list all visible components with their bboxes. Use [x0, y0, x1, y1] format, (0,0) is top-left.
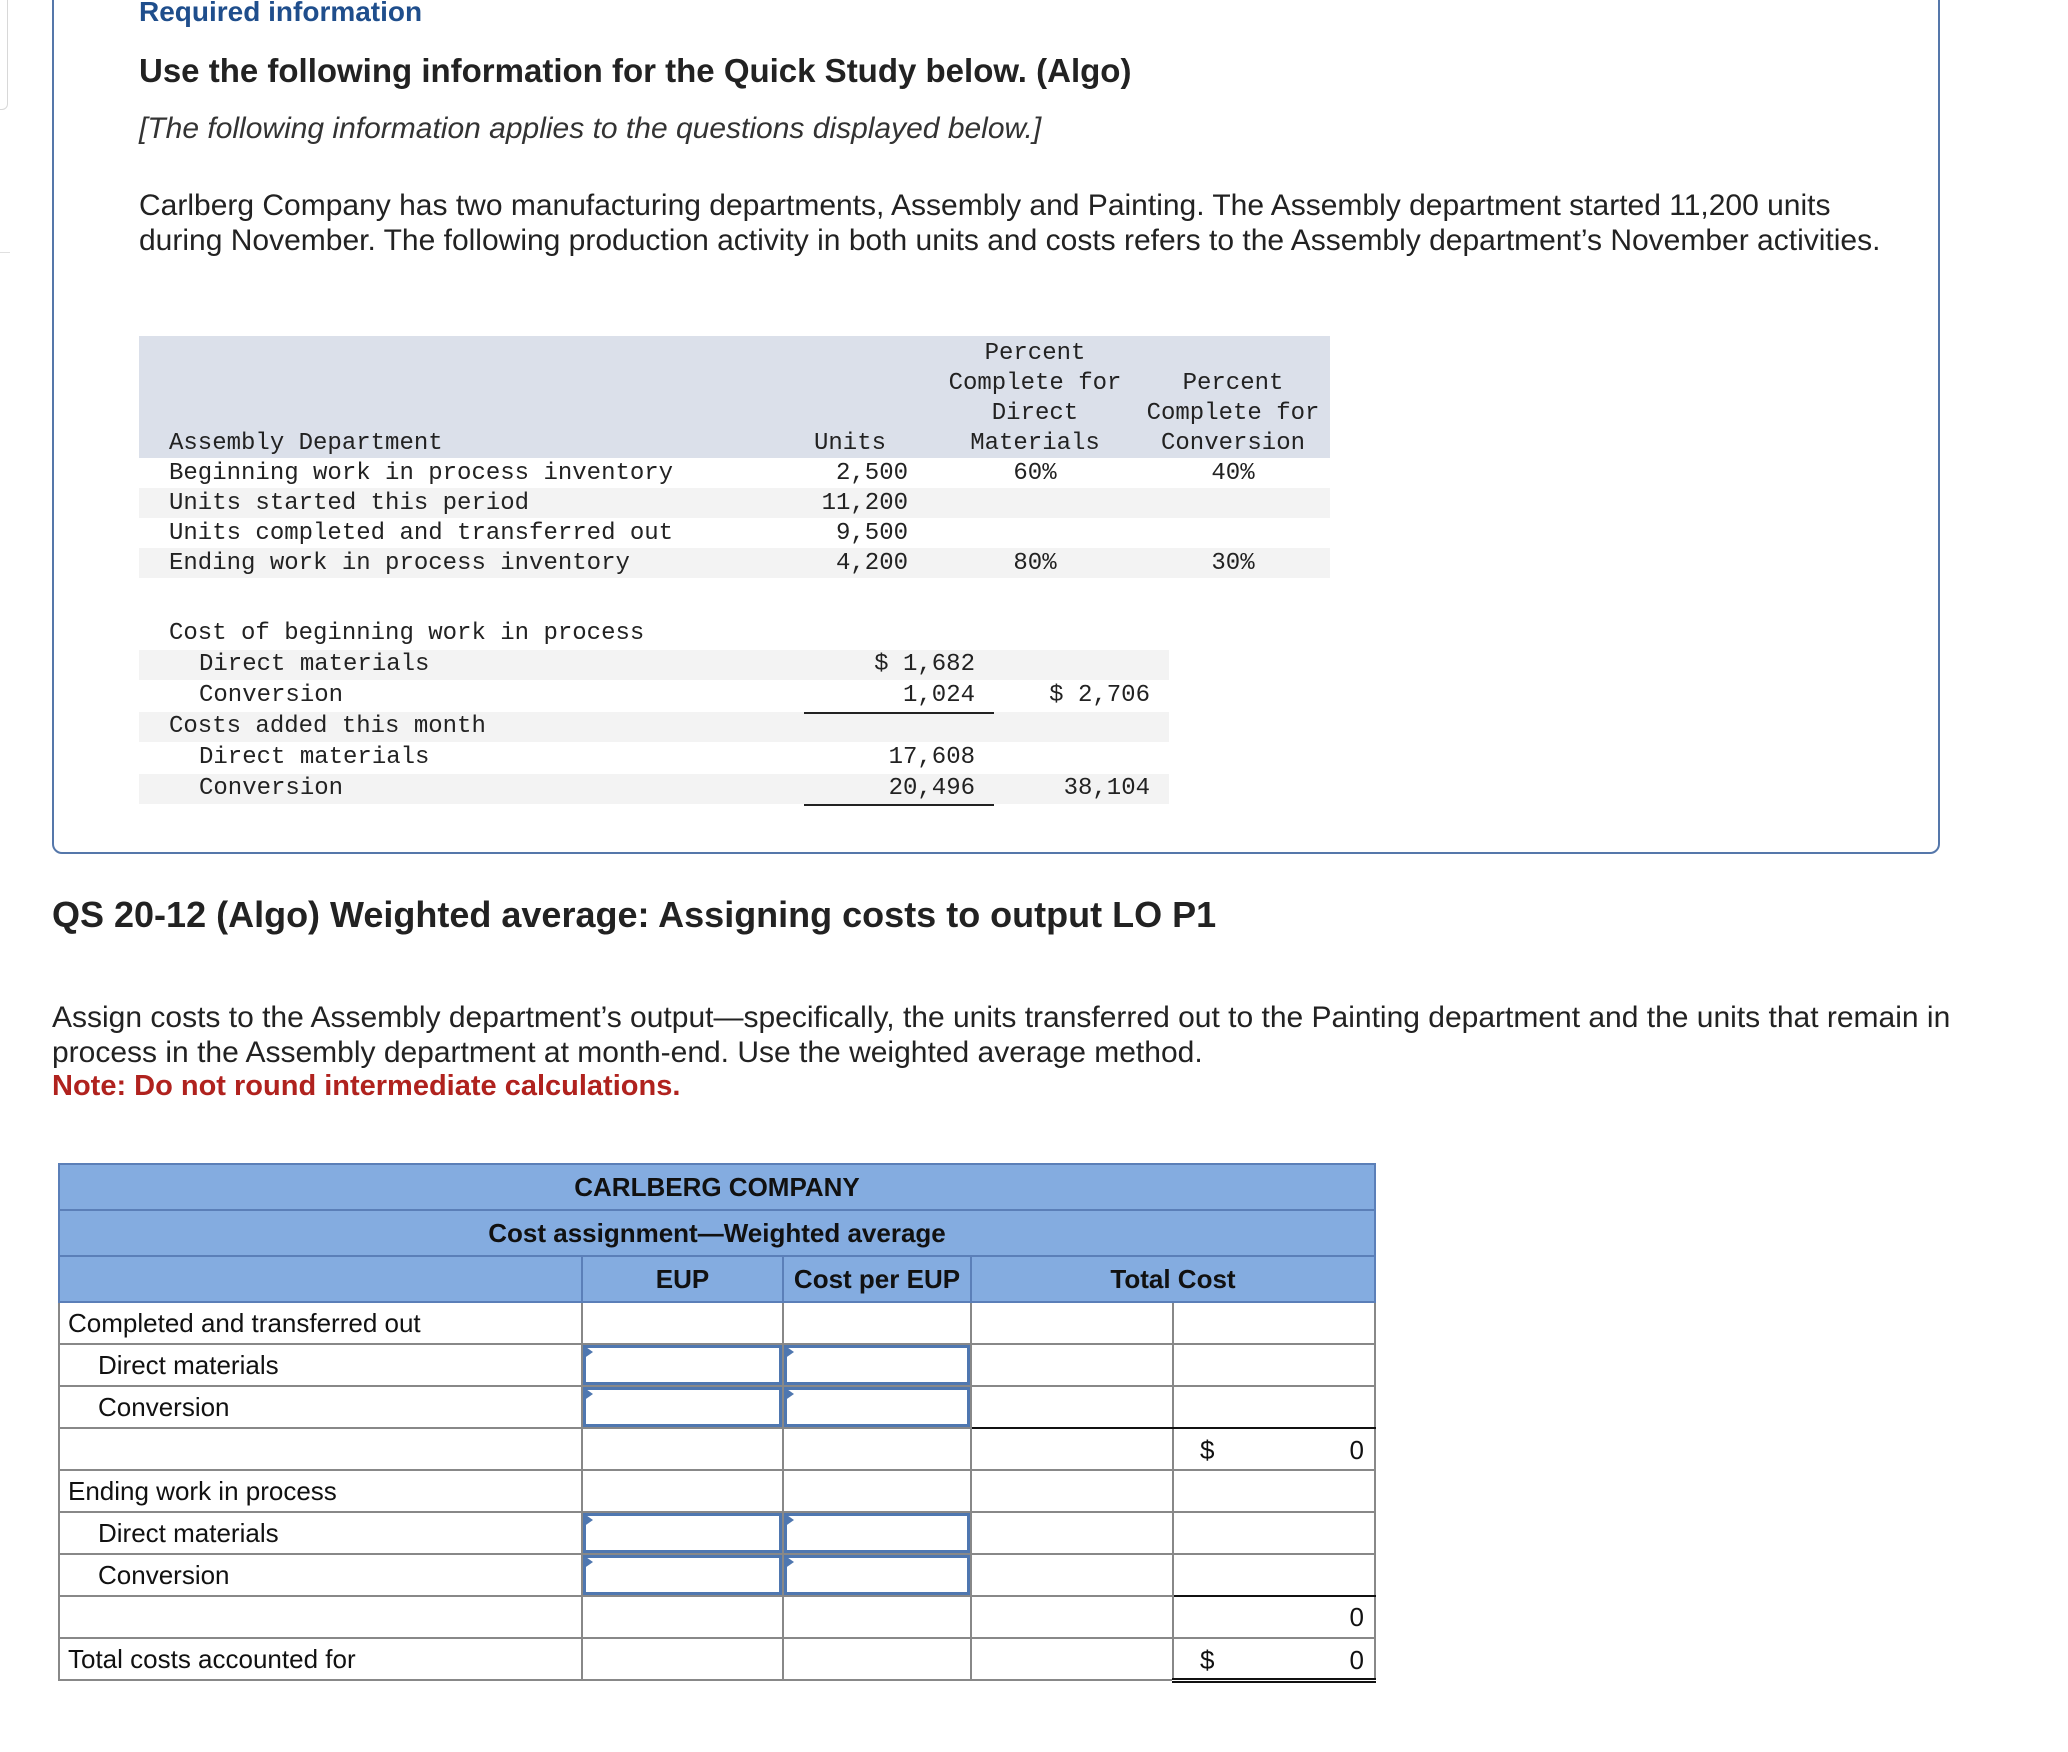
ending-dm-label: Direct materials: [59, 1512, 582, 1554]
costs-added-label: Costs added this month: [169, 713, 486, 740]
completed-dm-label: Direct materials: [59, 1344, 582, 1386]
ending-conv-eup-input[interactable]: [583, 1555, 782, 1595]
completed-conv-cost-per-eup-input[interactable]: [784, 1387, 970, 1427]
units-row-label: Ending work in process inventory: [169, 550, 630, 577]
completed-total-cell: [1173, 1428, 1375, 1470]
units-row-label: Beginning work in process inventory: [169, 460, 674, 487]
input-marker-icon: [784, 1345, 794, 1359]
units-row-label: Units started this period: [169, 490, 530, 517]
completed-total-currency: $: [1200, 1435, 1215, 1465]
dept-label: Assembly Department: [169, 430, 443, 457]
cost-assignment-table: [58, 1163, 1376, 1683]
pct-dm-head-4: Materials: [970, 430, 1100, 457]
units-row-conv-pct: 40%: [1211, 460, 1255, 487]
pct-dm-head-3: Direct: [991, 400, 1079, 427]
total-cost-header: Total Cost: [971, 1256, 1375, 1302]
units-row-dm-pct: 60%: [1013, 460, 1057, 487]
ending-total-value: 0: [1173, 1596, 1375, 1638]
ending-dm-cost-per-eup-input[interactable]: [784, 1513, 970, 1553]
table-row: [59, 1302, 1375, 1344]
input-marker-icon: [784, 1513, 794, 1527]
grand-total-value: 0: [1349, 1645, 1364, 1675]
question-title: QS 20-12 (Algo) Weighted average: Assigning costs to output LO P1: [52, 894, 1217, 935]
side-divider: [0, 252, 10, 253]
add-subtotal-underline: [804, 804, 994, 806]
ending-dm-eup-cell: [582, 1512, 783, 1554]
units-row-dm-pct: 80%: [1013, 550, 1057, 577]
ending-conv-cost-per-eup-input[interactable]: [784, 1555, 970, 1595]
input-marker-icon: [583, 1387, 593, 1401]
ending-conv-eup-cell: [582, 1554, 783, 1596]
grand-total-cell: [1173, 1638, 1375, 1680]
units-row-value: 4,200: [835, 550, 908, 577]
pct-conv-head-3: Conversion: [1160, 430, 1306, 457]
units-col-label: Units: [814, 430, 887, 457]
company-name: CARLBERG COMPANY: [59, 1164, 1375, 1210]
input-marker-icon: [784, 1555, 794, 1569]
info-paragraph: Carlberg Company has two manufacturing departments, Assembly and Painting. The Assembly department started 11,200 units during November. The following production activity in both units and costs refers to the Assembly department’s November activities.: [139, 189, 1881, 257]
beg-subtotal-underline: [804, 712, 994, 714]
table-row: [59, 1470, 1375, 1512]
add-total-value: 38,104: [1063, 775, 1150, 802]
side-panel-tab: [0, 0, 8, 110]
ending-dm-eup-input[interactable]: [583, 1513, 782, 1553]
completed-conv-eup-input[interactable]: [583, 1387, 782, 1427]
beg-total-value: $ 2,706: [1049, 682, 1150, 709]
input-marker-icon: [784, 1387, 794, 1401]
completed-conv-eup-cell: [582, 1386, 783, 1428]
add-dm-value: 17,608: [888, 744, 975, 771]
completed-dm-eup-input[interactable]: [583, 1345, 782, 1385]
add-conv-label: Conversion: [199, 775, 344, 802]
units-row-value: 2,500: [835, 460, 908, 487]
required-information-label: Required information: [139, 0, 423, 27]
units-row-conv-pct: 30%: [1211, 550, 1255, 577]
ending-wip-label: Ending work in process: [59, 1470, 582, 1512]
table-subtitle: Cost assignment—Weighted average: [59, 1210, 1375, 1256]
beg-wip-cost-label: Cost of beginning work in process: [169, 620, 645, 647]
table-row: [59, 1638, 1375, 1680]
info-subnote: [The following information applies to the questions displayed below.]: [139, 112, 1042, 145]
pct-conv-head-2: Complete for: [1146, 400, 1320, 427]
table-row: [59, 1596, 1375, 1638]
pct-dm-head-2: Complete for: [948, 370, 1122, 397]
cost-per-eup-header: Cost per EUP: [783, 1256, 971, 1302]
add-dm-label: Direct materials: [199, 744, 430, 771]
completed-dm-eup-cell: [582, 1344, 783, 1386]
grand-total-currency: $: [1200, 1645, 1215, 1675]
eup-header: EUP: [582, 1256, 783, 1302]
beg-dm-label: Direct materials: [199, 651, 430, 678]
question-instructions: Assign costs to the Assembly department’s output—specifically, the units transferred out to the Painting department and the units that remain in process in the Assembly department at month-end. Use the weighted average method.: [52, 1001, 1951, 1069]
info-title: Use the following information for the Quick Study below. (Algo): [139, 52, 1132, 89]
beg-conv-value: 1,024: [902, 682, 975, 709]
rounding-note: Note: Do not round intermediate calculations.: [52, 1070, 681, 1102]
ending-dm-cost-cell: [783, 1512, 971, 1554]
units-row-label: Units completed and transferred out: [169, 520, 674, 547]
completed-conv-cost-cell: [783, 1386, 971, 1428]
blank-header: [59, 1256, 582, 1302]
beg-dm-value: $ 1,682: [874, 651, 975, 678]
units-row-value: 11,200: [821, 490, 908, 517]
pct-conv-head-1: Percent: [1182, 370, 1284, 397]
add-conv-value: 20,496: [888, 775, 975, 802]
completed-label: Completed and transferred out: [59, 1302, 582, 1344]
completed-conv-label: Conversion: [59, 1386, 582, 1428]
input-marker-icon: [583, 1555, 593, 1569]
completed-total-value: 0: [1349, 1435, 1364, 1465]
input-marker-icon: [583, 1345, 593, 1359]
table-row: [59, 1512, 1375, 1554]
ending-conv-label: Conversion: [59, 1554, 582, 1596]
table-row: [59, 1428, 1375, 1470]
units-row-value: 9,500: [835, 520, 908, 547]
completed-dm-cost-cell: [783, 1344, 971, 1386]
completed-dm-cost-per-eup-input[interactable]: [784, 1345, 970, 1385]
table-row: [59, 1554, 1375, 1596]
table-row: [59, 1386, 1375, 1428]
beg-conv-label: Conversion: [199, 682, 344, 709]
table-row: [59, 1344, 1375, 1386]
input-marker-icon: [583, 1513, 593, 1527]
ending-conv-cost-cell: [783, 1554, 971, 1596]
total-costs-label: Total costs accounted for: [59, 1638, 582, 1680]
pct-dm-head-1: Percent: [984, 340, 1086, 367]
